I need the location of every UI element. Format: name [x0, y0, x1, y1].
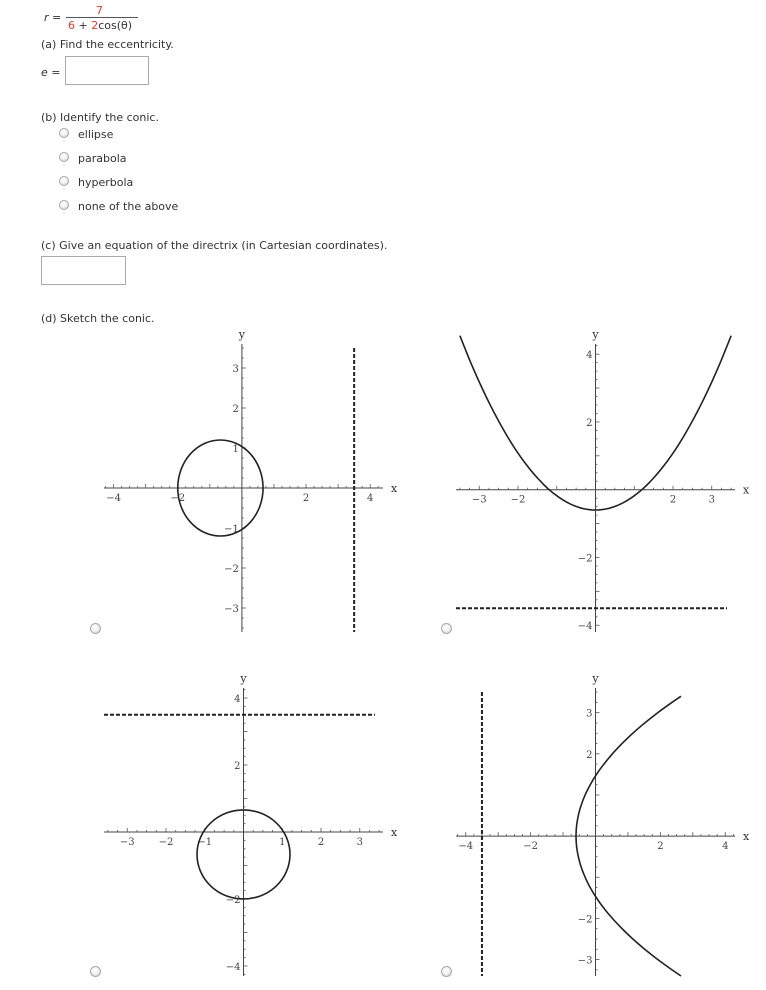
- y-tick-label: −3: [224, 604, 239, 615]
- x-tick-label: −4: [458, 841, 474, 853]
- part-c-prompt: (c) Give an equation of the directrix (in Cartesian coordinates).: [41, 239, 388, 252]
- eccentricity-label: e =: [41, 66, 61, 79]
- option-ellipse-label: ellipse: [78, 128, 114, 141]
- x-tick-label: 2: [317, 837, 325, 848]
- x-tick-label: −3: [471, 494, 487, 506]
- denominator-plus: +: [75, 19, 92, 32]
- y-tick-label: 2: [586, 749, 593, 761]
- radio-graph-4[interactable]: [441, 966, 452, 977]
- y-tick-label: −4: [577, 621, 593, 633]
- formula-denominator: [68, 19, 132, 32]
- x-tick-label: 2: [669, 494, 677, 506]
- graph-option-1: [100, 328, 405, 636]
- denominator-tail: cos(θ): [98, 19, 133, 32]
- x-axis-label: x: [743, 830, 750, 844]
- x-tick-label: −2: [170, 493, 186, 504]
- x-tick-label: −2: [523, 841, 538, 853]
- y-tick-label: −1: [224, 524, 239, 535]
- y-tick-label: 4: [586, 350, 593, 362]
- y-tick-label: 2: [232, 404, 239, 415]
- y-tick-label: −2: [577, 553, 593, 565]
- part-d-prompt: (d) Sketch the conic.: [41, 312, 155, 325]
- x-tick-label: 4: [366, 493, 374, 504]
- y-axis-label: y: [592, 328, 599, 341]
- fraction-bar: [66, 17, 138, 18]
- y-tick-label: 1: [232, 444, 239, 455]
- part-a-prompt: (a) Find the eccentricity.: [41, 38, 174, 51]
- y-tick-label: 2: [234, 761, 241, 773]
- x-tick-label: 3: [708, 494, 715, 506]
- x-tick-label: 2: [302, 493, 310, 504]
- x-tick-label: −1: [197, 837, 213, 848]
- radio-graph-1[interactable]: [90, 623, 101, 634]
- denominator-a: 6: [68, 19, 75, 32]
- x-tick-label: −3: [119, 837, 135, 848]
- option-none-label: none of the above: [78, 200, 179, 213]
- y-tick-label: −2: [577, 914, 593, 926]
- y-tick-label: 4: [234, 694, 241, 706]
- graph-option-4: [452, 672, 757, 980]
- option-hyperbola-label: hyperbola: [78, 176, 134, 189]
- y-axis-label: y: [238, 328, 246, 341]
- x-tick-label: 4: [722, 841, 729, 853]
- y-axis-label: y: [592, 672, 599, 685]
- y-tick-label: −3: [577, 955, 593, 967]
- denominator-b: 2: [91, 19, 99, 32]
- graph-option-3: [100, 672, 405, 980]
- y-axis-label: y: [240, 672, 247, 685]
- x-tick-label: 1: [279, 837, 286, 848]
- y-tick-label: −2: [225, 894, 241, 906]
- radio-hyperbola[interactable]: [59, 176, 69, 186]
- option-parabola-label: parabola: [78, 152, 127, 165]
- radio-none-of-the-above[interactable]: [59, 200, 69, 210]
- x-tick-label: 3: [356, 837, 363, 848]
- x-axis-label: x: [743, 483, 750, 497]
- x-tick-label: −2: [158, 837, 174, 848]
- radio-graph-2[interactable]: [441, 623, 452, 634]
- radio-ellipse[interactable]: [59, 128, 69, 138]
- y-tick-label: −4: [225, 961, 241, 973]
- x-axis-label: x: [391, 826, 398, 839]
- formula-numerator: 7: [96, 4, 103, 17]
- x-tick-label: −4: [106, 493, 121, 504]
- part-b-prompt: (b) Identify the conic.: [41, 111, 159, 124]
- y-tick-label: 3: [586, 708, 593, 720]
- radio-graph-3[interactable]: [90, 966, 101, 977]
- y-tick-label: 3: [232, 364, 239, 375]
- y-tick-label: 2: [586, 417, 593, 429]
- x-axis-label: x: [391, 482, 398, 495]
- radio-parabola[interactable]: [59, 152, 69, 162]
- graph-option-2: [452, 328, 757, 636]
- directrix-input[interactable]: [41, 256, 126, 285]
- y-tick-label: −2: [224, 564, 239, 575]
- formula-lhs: r =: [44, 11, 62, 24]
- x-tick-label: −2: [510, 494, 526, 506]
- eccentricity-input[interactable]: [65, 56, 149, 85]
- x-tick-label: 2: [657, 841, 664, 853]
